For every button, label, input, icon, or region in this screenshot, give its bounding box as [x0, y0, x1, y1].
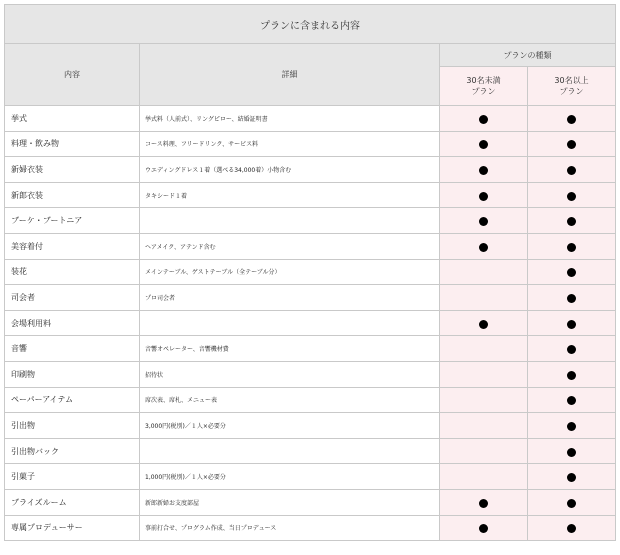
included-dot-icon: [567, 371, 576, 380]
row-item-detail: [140, 208, 440, 234]
included-dot-icon: [479, 217, 488, 226]
row-item-detail: タキシード１着: [140, 182, 440, 208]
row-item-name: 司会者: [5, 285, 140, 311]
included-dot-icon: [479, 115, 488, 124]
row-mark-under-30: [440, 259, 528, 285]
row-mark-under-30: [440, 438, 528, 464]
row-item-detail: 席次表、席札、メニュー表: [140, 387, 440, 413]
row-item-name: ブーケ・ブートニア: [5, 208, 140, 234]
row-mark-under-30: [440, 182, 528, 208]
included-dot-icon: [567, 499, 576, 508]
included-dot-icon: [567, 320, 576, 329]
table-row: [5, 131, 616, 157]
row-mark-under-30: [440, 387, 528, 413]
row-mark-under-30: [440, 464, 528, 490]
row-mark-30-plus: [528, 285, 616, 311]
row-item-name: 挙式: [5, 106, 140, 132]
row-mark-30-plus: [528, 259, 616, 285]
row-item-name: 引出物バック: [5, 438, 140, 464]
row-mark-under-30: [440, 233, 528, 259]
row-mark-30-plus: [528, 413, 616, 439]
row-item-detail: ヘアメイク、アテンド含む: [140, 233, 440, 259]
table-row: [5, 387, 616, 413]
row-item-detail: 招待状: [140, 361, 440, 387]
included-dot-icon: [567, 243, 576, 252]
table-row: [5, 182, 616, 208]
row-item-name: 専属プロデューサー: [5, 515, 140, 541]
row-item-name: 新郎衣装: [5, 182, 140, 208]
row-mark-30-plus: [528, 208, 616, 234]
table-row: [5, 106, 616, 132]
row-item-name: 美容着付: [5, 233, 140, 259]
row-mark-under-30: [440, 157, 528, 183]
row-mark-under-30: [440, 336, 528, 362]
table-row: [5, 464, 616, 490]
row-item-name: 装花: [5, 259, 140, 285]
included-dot-icon: [567, 294, 576, 303]
table-row: [5, 336, 616, 362]
row-mark-30-plus: [528, 515, 616, 541]
table-row: [5, 361, 616, 387]
included-dot-icon: [567, 473, 576, 482]
row-item-name: 引出物: [5, 413, 140, 439]
row-mark-under-30: [440, 361, 528, 387]
row-mark-under-30: [440, 310, 528, 336]
row-item-detail: 新郎新婦お支度部屋: [140, 489, 440, 515]
column-header-plan-under-30: [440, 67, 528, 106]
included-dot-icon: [567, 448, 576, 457]
row-mark-under-30: [440, 515, 528, 541]
row-item-detail: [140, 438, 440, 464]
row-item-detail: 3,000円(税別)／１人×必要分: [140, 413, 440, 439]
table-row: [5, 208, 616, 234]
row-mark-under-30: [440, 131, 528, 157]
row-item-detail: ウエディングドレス１着（選べる34,000着）小物含む: [140, 157, 440, 183]
table-row: [5, 233, 616, 259]
row-item-detail: 1,000円(税別)／１人×必要分: [140, 464, 440, 490]
included-dot-icon: [567, 345, 576, 354]
row-mark-30-plus: [528, 489, 616, 515]
row-item-name: ブライズルーム: [5, 489, 140, 515]
included-dot-icon: [567, 217, 576, 226]
included-dot-icon: [479, 499, 488, 508]
row-mark-under-30: [440, 106, 528, 132]
included-dot-icon: [567, 166, 576, 175]
included-dot-icon: [479, 166, 488, 175]
row-mark-30-plus: [528, 157, 616, 183]
row-mark-under-30: [440, 489, 528, 515]
included-dot-icon: [567, 396, 576, 405]
row-item-detail: メインテーブル、ゲストテーブル（全テーブル分）: [140, 259, 440, 285]
plan-30-plus-line1: 30名以上: [554, 76, 589, 85]
included-dot-icon: [479, 524, 488, 533]
table-row: [5, 157, 616, 183]
plan-contents-table: [4, 4, 616, 541]
row-mark-30-plus: [528, 131, 616, 157]
table-title: プランに含まれる内容: [5, 5, 616, 44]
included-dot-icon: [479, 140, 488, 149]
row-item-detail: [140, 310, 440, 336]
included-dot-icon: [567, 192, 576, 201]
included-dot-icon: [479, 243, 488, 252]
column-header-plan-type: プランの種類: [440, 44, 616, 67]
row-item-name: 音響: [5, 336, 140, 362]
column-header-plan-30-plus: [528, 67, 616, 106]
table-row: [5, 489, 616, 515]
table-row: [5, 310, 616, 336]
included-dot-icon: [479, 320, 488, 329]
row-mark-under-30: [440, 285, 528, 311]
column-header-detail: 詳細: [140, 44, 440, 106]
included-dot-icon: [479, 192, 488, 201]
table-row: [5, 413, 616, 439]
included-dot-icon: [567, 422, 576, 431]
row-mark-30-plus: [528, 233, 616, 259]
row-mark-30-plus: [528, 387, 616, 413]
plan-under-30-line1: 30名未満: [466, 76, 501, 85]
row-mark-30-plus: [528, 438, 616, 464]
table-row: [5, 285, 616, 311]
row-mark-30-plus: [528, 336, 616, 362]
included-dot-icon: [567, 524, 576, 533]
row-item-name: 会場利用料: [5, 310, 140, 336]
row-item-name: 引菓子: [5, 464, 140, 490]
plan-contents-table-wrapper: [4, 4, 615, 541]
row-item-name: 料理・飲み物: [5, 131, 140, 157]
row-mark-under-30: [440, 413, 528, 439]
row-item-detail: 事前打合せ、プログラム作成、当日プロデュース: [140, 515, 440, 541]
included-dot-icon: [567, 140, 576, 149]
plan-30-plus-line2: プラン: [559, 87, 584, 96]
row-item-detail: 音響オペレーター、音響機材費: [140, 336, 440, 362]
table-row: [5, 515, 616, 541]
row-mark-under-30: [440, 208, 528, 234]
row-mark-30-plus: [528, 464, 616, 490]
row-mark-30-plus: [528, 182, 616, 208]
table-row: [5, 438, 616, 464]
row-item-name: 新婦衣装: [5, 157, 140, 183]
row-mark-30-plus: [528, 361, 616, 387]
row-mark-30-plus: [528, 310, 616, 336]
row-item-detail: 挙式料（人前式）、リングピロー、結婚証明書: [140, 106, 440, 132]
included-dot-icon: [567, 115, 576, 124]
row-item-name: ペーパーアイテム: [5, 387, 140, 413]
row-item-name: 印刷物: [5, 361, 140, 387]
plan-under-30-line2: プラン: [471, 87, 496, 96]
row-item-detail: プロ司会者: [140, 285, 440, 311]
included-dot-icon: [567, 268, 576, 277]
row-item-detail: コース料理、フリードリンク、サービス料: [140, 131, 440, 157]
column-header-item: 内容: [5, 44, 140, 106]
row-mark-30-plus: [528, 106, 616, 132]
table-row: [5, 259, 616, 285]
